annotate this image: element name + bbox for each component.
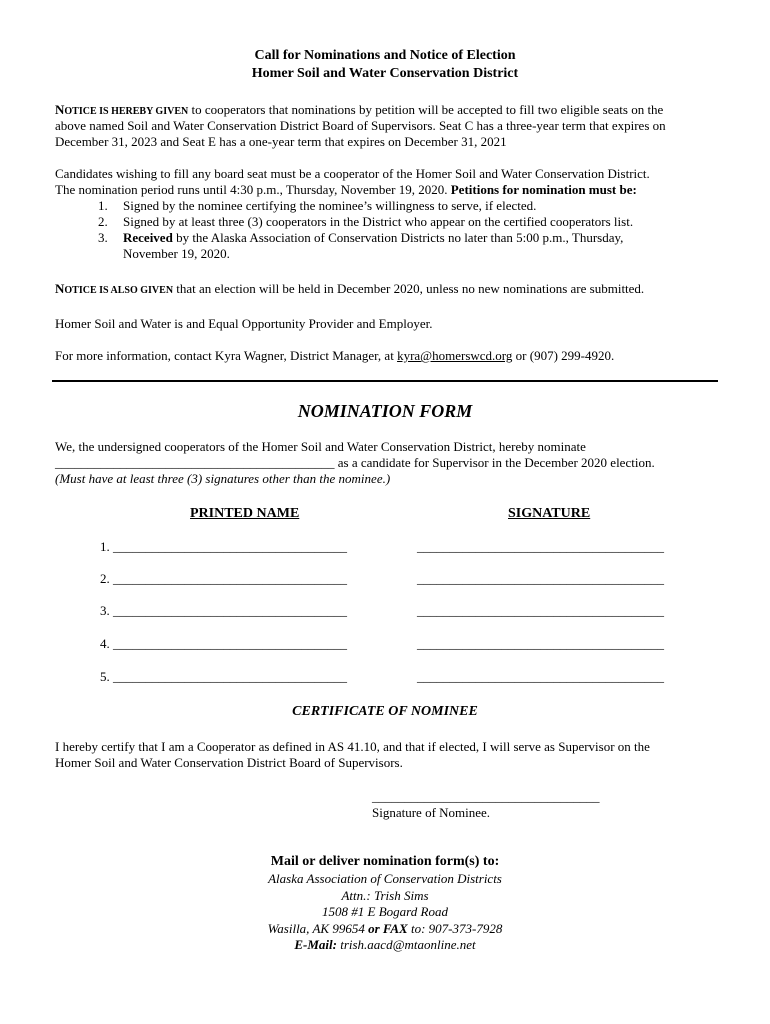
contact-phone: or (907) 299-4920. <box>512 348 615 363</box>
certificate-text: Homer Soil and Water Conservation District Board of Supervisors. <box>55 755 403 770</box>
signature-line[interactable]: ______________________________________ <box>417 571 664 586</box>
mail-city-fax <box>0 921 770 938</box>
signature-row-1 <box>100 539 347 555</box>
email-address: trish.aacd@mtaonline.net <box>336 937 476 952</box>
notice-line: to cooperators that nominations by petition will be accepted to fill two eligible seats on the <box>188 102 664 117</box>
contact-info <box>55 348 720 364</box>
row-number: 5. <box>100 669 110 684</box>
nominee-name-blank[interactable]: ___________________________________________ <box>55 455 335 470</box>
list-number: 3. <box>98 230 108 245</box>
email-label: E-Mail: <box>294 937 337 952</box>
list-text: November 19, 2020. <box>123 246 230 261</box>
notice-lead: OTICE IS HEREBY GIVEN <box>64 106 189 117</box>
notice-line: above named Soil and Water Conservation District Board of Supervisors. Seat C has a three-year term that expires on <box>55 118 666 133</box>
printed-name-line[interactable]: ____________________________________ <box>113 571 347 586</box>
list-text: Signed by the nominee certifying the nominee’s willingness to serve, if elected. <box>123 198 537 213</box>
notice-line: December 31, 2023 and Seat E has a one-year term that expires on December 31, 2021 <box>55 134 507 149</box>
printed-name-header: PRINTED NAME <box>190 506 300 521</box>
printed-name-line[interactable]: ____________________________________ <box>113 539 347 554</box>
mail-heading: Mail or deliver nomination form(s) to: <box>270 854 500 869</box>
row-number: 1. <box>100 539 110 554</box>
list-text <box>123 230 703 246</box>
list-number: 1. <box>98 198 108 213</box>
or-fax-label: or FAX <box>368 920 408 936</box>
printed-name-line[interactable]: ____________________________________ <box>113 669 347 684</box>
election-notice <box>55 281 720 299</box>
signature-row-2 <box>100 571 347 587</box>
mail-attn: Attn.: Trish Sims <box>341 887 429 903</box>
contact-email-link[interactable]: kyra@homerswcd.org <box>397 348 513 363</box>
nomination-period <box>55 182 720 198</box>
election-notice-text: that an election will be held in December 2020, unless no new nominations are submitted. <box>173 281 645 296</box>
printed-name-line[interactable]: ____________________________________ <box>113 636 347 651</box>
signature-line[interactable]: ______________________________________ <box>417 603 664 618</box>
notice-lead-initial: N <box>55 102 65 117</box>
mail-city: Wasilla, AK 99654 <box>267 920 369 936</box>
certificate-text: I hereby certify that I am a Cooperator as defined in AS 41.10, and that if elected, I will serve as Supervisor on the <box>55 739 650 754</box>
received-label: Received <box>123 230 173 245</box>
signature-requirement-note: (Must have at least three (3) signatures other than the nominee.) <box>55 471 391 486</box>
signature-line[interactable]: ______________________________________ <box>417 669 664 684</box>
page-subtitle: Homer Soil and Water Conservation District <box>251 66 519 81</box>
petition-requirements-label: Petitions for nomination must be: <box>450 182 637 197</box>
form-intro-rest: as a candidate for Supervisor in the December 2020 election. <box>334 455 655 470</box>
page-title: Call for Nominations and Notice of Election <box>254 48 516 63</box>
equal-opportunity-statement: Homer Soil and Water is and Equal Opportunity Provider and Employer. <box>55 316 433 331</box>
row-number: 3. <box>100 603 110 618</box>
nominee-signature-line[interactable]: ___________________________________ <box>372 789 600 804</box>
nominee-line <box>55 455 720 471</box>
certificate-title: CERTIFICATE OF NOMINEE <box>292 704 478 719</box>
list-number: 2. <box>98 214 108 229</box>
printed-name-line[interactable]: ____________________________________ <box>113 603 347 618</box>
fax-number: to: 907-373-7928 <box>407 920 503 936</box>
candidates-line: Candidates wishing to fill any board seat must be a cooperator of the Homer Soil and Water Conservation District. <box>55 166 650 181</box>
signature-row-4 <box>100 636 347 652</box>
form-intro: We, the undersigned cooperators of the Homer Soil and Water Conservation District, hereby nominate <box>55 439 586 454</box>
row-number: 2. <box>100 571 110 586</box>
mail-street: 1508 #1 E Bogard Road <box>322 904 448 919</box>
mail-org: Alaska Association of Conservation Districts <box>268 871 502 886</box>
signature-row-3 <box>100 603 347 619</box>
section-divider <box>52 380 718 382</box>
signature-line[interactable]: ______________________________________ <box>417 539 664 554</box>
signature-header: SIGNATURE <box>508 506 591 521</box>
contact-text: For more information, contact Kyra Wagner, District Manager, at <box>55 348 398 363</box>
row-number: 4. <box>100 636 110 651</box>
mail-email <box>0 937 770 954</box>
notice-lead: OTICE IS ALSO GIVEN <box>64 285 174 296</box>
nomination-period-text: The nomination period runs until 4:30 p.m., Thursday, November 19, 2020. <box>55 182 451 197</box>
list-text-rest: by the Alaska Association of Conservation Districts no later than 5:00 p.m., Thursday, <box>172 230 624 245</box>
signature-row-5 <box>100 669 347 685</box>
list-text: Signed by at least three (3) cooperators in the District who appear on the certified cooperators list. <box>123 214 634 229</box>
notice-lead-initial: N <box>55 281 65 296</box>
signature-line[interactable]: ______________________________________ <box>417 636 664 651</box>
nomination-form-title: NOMINATION FORM <box>297 401 473 421</box>
nominee-signature-label: Signature of Nominee. <box>372 805 491 820</box>
